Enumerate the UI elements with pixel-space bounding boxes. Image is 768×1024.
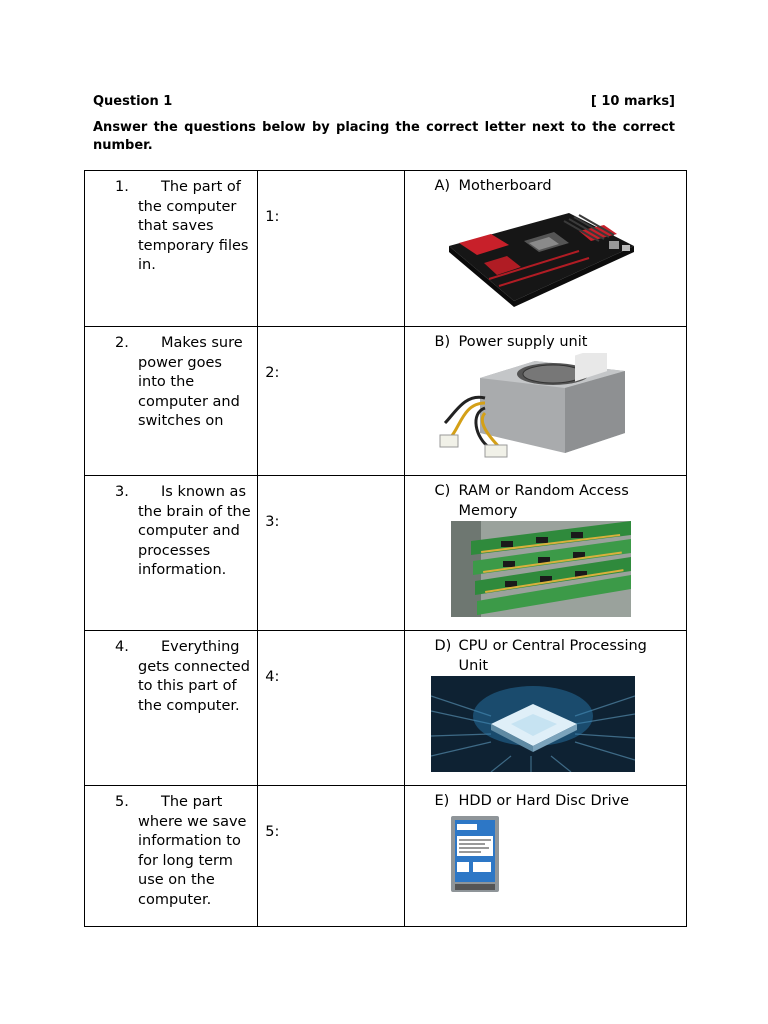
question-cell xyxy=(85,786,258,927)
option-text: Power supply unit xyxy=(458,334,588,350)
answer-label: 5: xyxy=(265,824,280,840)
cpu-image xyxy=(431,676,635,772)
option-letter: B) xyxy=(434,334,451,350)
option-text: Motherboard xyxy=(458,178,552,194)
answer-label: 3: xyxy=(265,514,280,530)
question-title: Question 1 xyxy=(93,94,173,109)
motherboard-image xyxy=(429,201,641,311)
answer-cell[interactable] xyxy=(258,476,404,631)
answer-cell[interactable] xyxy=(258,171,404,327)
question-number: 1. xyxy=(115,179,129,195)
option-text: HDD or Hard Disc Drive xyxy=(458,793,630,809)
option-letter: A) xyxy=(434,178,451,194)
option-label xyxy=(435,482,676,521)
power-supply-image xyxy=(435,353,635,463)
question-cell xyxy=(85,327,258,476)
question-text: The part of the computer that saves temporary files in. xyxy=(138,179,249,274)
question-header xyxy=(93,94,675,112)
answer-cell[interactable] xyxy=(258,327,404,476)
option-cell xyxy=(404,327,686,476)
table-row xyxy=(85,786,687,927)
answer-label: 1: xyxy=(265,209,280,225)
option-letter: E) xyxy=(434,793,450,809)
option-cell xyxy=(404,171,686,327)
option-label xyxy=(435,333,676,353)
table-row xyxy=(85,631,687,786)
answer-cell[interactable] xyxy=(258,786,404,927)
question-cell xyxy=(85,631,258,786)
question-text: Makes sure power goes into the computer and switches on xyxy=(138,335,243,430)
table-row xyxy=(85,327,687,476)
option-text: CPU or Central Processing Unit xyxy=(458,638,647,674)
option-letter: D) xyxy=(434,638,452,654)
question-cell xyxy=(85,476,258,631)
question-number: 3. xyxy=(115,484,129,500)
question-number: 4. xyxy=(115,639,129,655)
answer-cell[interactable] xyxy=(258,631,404,786)
question-text: Is known as the brain of the computer and processes information. xyxy=(138,484,251,579)
table-row xyxy=(85,476,687,631)
option-text: RAM or Random Access Memory xyxy=(458,483,629,519)
option-label xyxy=(435,637,676,676)
question-number: 5. xyxy=(115,794,129,810)
matching-table xyxy=(84,170,687,927)
option-cell xyxy=(404,631,686,786)
option-cell xyxy=(404,476,686,631)
hdd-image xyxy=(445,814,505,896)
question-number: 2. xyxy=(115,335,129,351)
option-cell xyxy=(404,786,686,927)
option-label xyxy=(435,792,676,812)
answer-label: 4: xyxy=(265,669,280,685)
option-label xyxy=(435,177,676,197)
question-cell xyxy=(85,171,258,327)
question-marks: [ 10 marks] xyxy=(590,94,675,109)
question-instruction: Answer the questions below by placing the correct letter next to the correct number. xyxy=(93,120,675,153)
question-text: Everything gets connected to this part of the computer. xyxy=(138,639,250,714)
option-letter: C) xyxy=(434,483,451,499)
question-text: The part where we save information to for long term use on the computer. xyxy=(138,794,247,908)
answer-label: 2: xyxy=(265,365,280,381)
table-row xyxy=(85,171,687,327)
ram-image xyxy=(451,521,631,617)
